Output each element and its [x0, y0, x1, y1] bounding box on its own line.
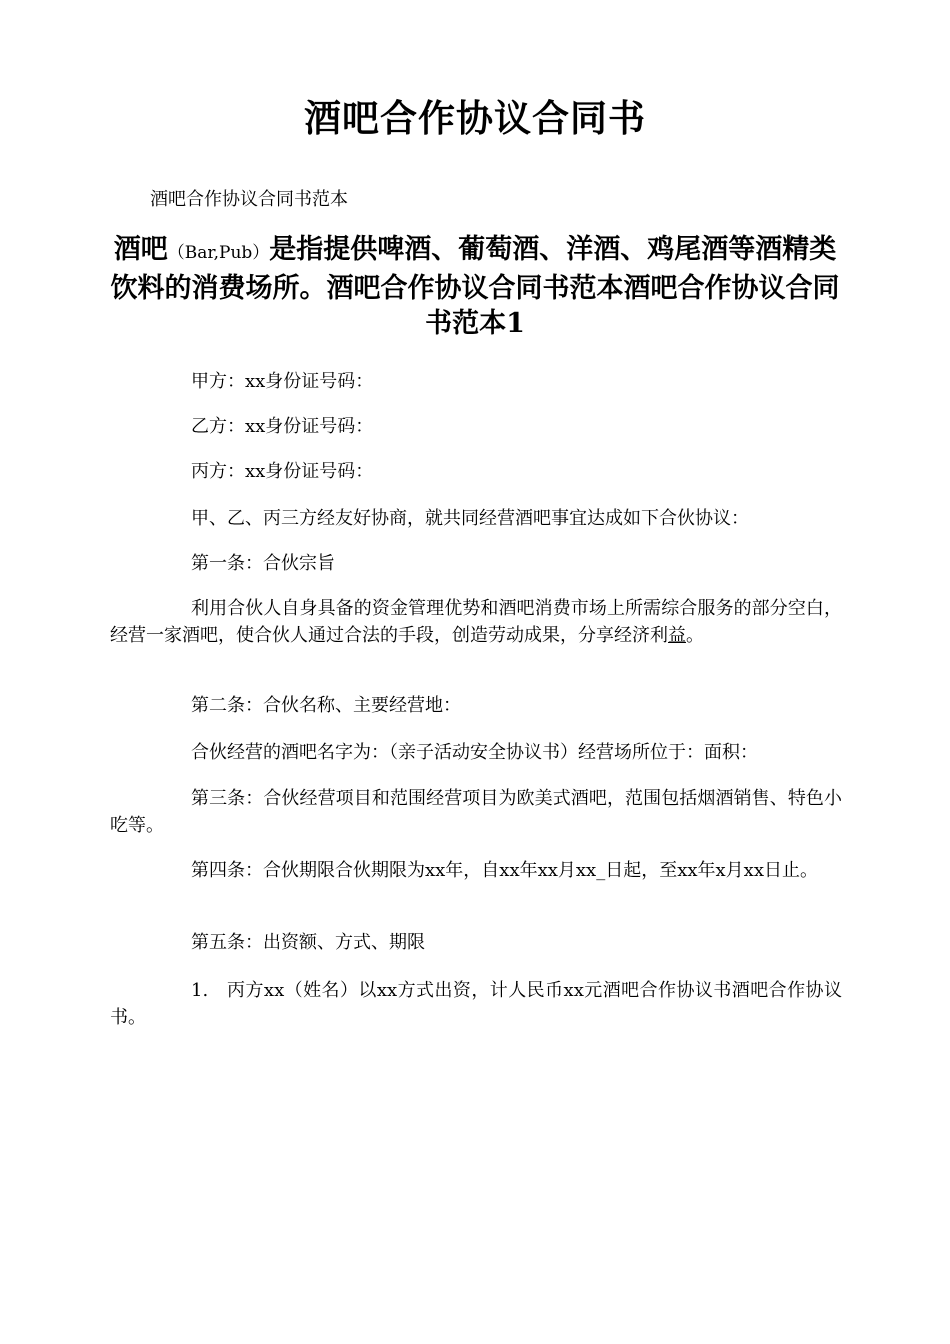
party-c-line: 丙方：xx身份证号码： [191, 461, 374, 482]
article-4: 第四条：合伙期限合伙期限为xx年，自xx年xx月xx_日起，至xx年x月xx日止。 [191, 860, 818, 881]
article-1-body-text: 利用合伙人自身具备的资金管理优势和酒吧消费市场上所需综合服务的部分空白，经营一家酒吧，使合伙人通过合法的手段，创造劳动成果，分享经济利 [110, 598, 842, 646]
heading-part-3: 是指提供啤酒、葡萄酒、洋酒、鸡尾酒等酒精类饮料的消费场所。酒吧合作协议合同书范本酒吧合作协议合同书范本1 [110, 234, 840, 339]
article-1-body-underlined: 益 [668, 625, 686, 646]
article-3: 第三条：合伙经营项目和范围经营项目为欧美式酒吧，范围包括烟酒销售、特色小吃等。 [110, 788, 842, 836]
article-1-body-end: 。 [686, 625, 704, 646]
heading-part-1: 酒吧 [113, 234, 168, 265]
article-1-title: 第一条：合伙宗旨 [191, 553, 335, 574]
article-1-body [110, 595, 842, 649]
article-2-body: 合伙经营的酒吧名字为：（亲子活动安全协议书）经营场所位于：面积： [191, 742, 758, 763]
article-5-title: 第五条：出资额、方式、期限 [191, 932, 425, 953]
article-5-item-1: 1. 丙方xx（姓名）以xx方式出资，计人民币xx元酒吧合作协议书酒吧合作协议书。 [110, 980, 842, 1028]
party-a-line: 甲方：xx身份证号码： [191, 371, 374, 392]
document-subtitle: 酒吧合作协议合同书范本 [150, 189, 348, 210]
section-heading [108, 232, 842, 341]
agreement-intro: 甲、乙、丙三方经友好协商，就共同经营酒吧事宜达成如下合伙协议： [191, 508, 749, 529]
party-b-line: 乙方：xx身份证号码： [191, 416, 374, 437]
article-2-title: 第二条：合伙名称、主要经营地： [191, 695, 461, 716]
document-title: 酒吧合作协议合同书 [304, 96, 646, 140]
heading-part-2: （Bar,Pub） [167, 243, 270, 263]
